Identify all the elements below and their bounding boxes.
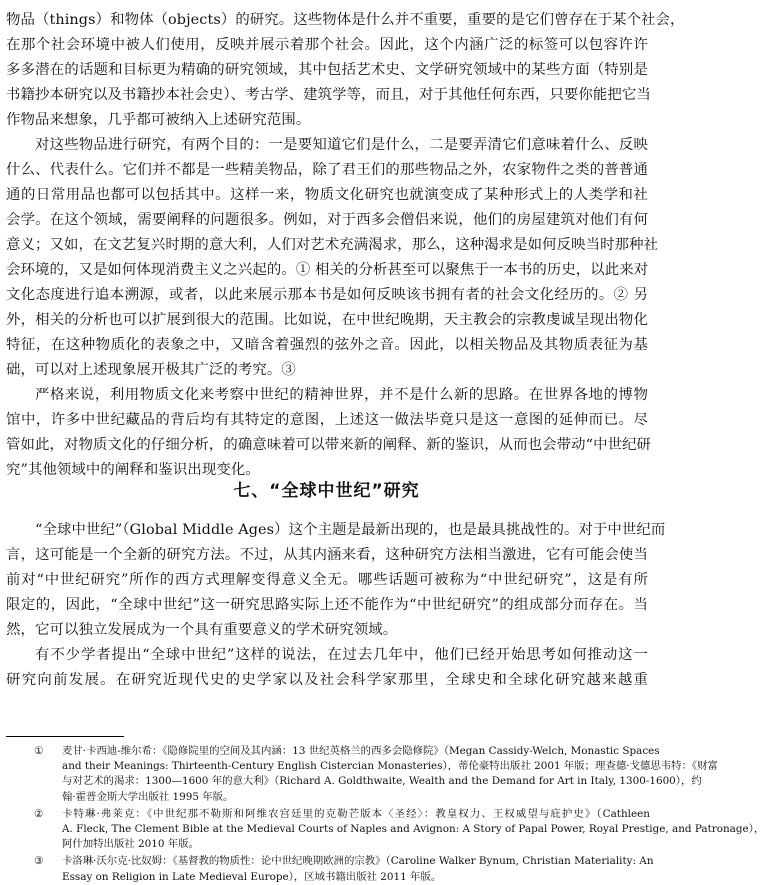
footnote-line: Essay on Religion in Late Medieval Europe），区域书籍出版社 2011 年版。 bbox=[62, 870, 442, 883]
text-line: 多多潜在的话题和目标更为精确的研究领域，其中包括艺术史、文学研究领域中的某些方面（特别是 bbox=[6, 62, 648, 78]
text-line: 础，可以对上述现象展开极其广泛的考究。③ bbox=[6, 362, 296, 378]
text-line: “全球中世纪”（Global Middle Ages）这个主题是最新出现的，也是最具挑战性的。对于中世纪而 bbox=[35, 522, 666, 538]
text-line: 什么、代表什么。它们并不都是一些精美物品，除了君王们的那些物品之外，农家物件之类的普普通 bbox=[6, 162, 648, 178]
section-heading: 七、“全球中世纪”研究 bbox=[233, 481, 420, 501]
footnote-number: ① bbox=[34, 745, 44, 757]
text-line: 会学。在这个领域，需要阐释的问题很多。例如，对于西多会僧侣来说，他们的房屋建筑对他们有何 bbox=[6, 212, 648, 228]
text-line: 限定的，因此，“全球中世纪”这一研究思路实际上还不能作为“中世纪研究”的组成部分而存在。当 bbox=[6, 597, 648, 613]
footnote-divider bbox=[6, 736, 124, 737]
text-line: 作物品来想象，几乎都可被纳入上述研究范围。 bbox=[6, 112, 311, 128]
footnote-line: 卡特琳·弗莱克：《中世纪那不勒斯和阿维农宫廷里的克勒芒版本〈圣经〉：教皇权力、王权威望与庇护史》（Cathleen bbox=[62, 807, 650, 820]
text-line: 特征，在这种物质化的表象之中，又暗含着强烈的弦外之音。因此，以相关物品及其物质表征为基 bbox=[6, 337, 648, 353]
footnote-line: 与对艺术的渴求：1300—1600 年的意大利》（Richard A. Goldthwaite, Wealth and the Demand for Art in Italy, 1300-1600），约 bbox=[62, 775, 702, 788]
text-line: 意义；又如，在文艺复兴时期的意大利，人们对艺术充满渴求，那么，这种渴求是如何反映当时那种社 bbox=[6, 237, 659, 253]
footnote-line: 阿什加特出版社 2010 年版。 bbox=[62, 838, 199, 851]
text-line: 究”其他领域中的阐释和鉴识出现变化。 bbox=[6, 462, 260, 478]
text-line: 前对“中世纪研究”所作的西方式理解变得意义全无。哪些话题可被称为“中世纪研究”，这是有所 bbox=[6, 572, 648, 588]
footnote-line: and their Meanings: Thirteenth-Century English Cistercian Monasteries），蒂伦豪特出版社 2001 年版；理查德·戈德思韦特：《财富 bbox=[62, 760, 718, 773]
text-line: 馆中，许多中世纪藏品的背后均有其特定的意图，上述这一做法毕竟只是这一意图的延伸而已。尽 bbox=[6, 412, 648, 428]
text-line: 外，相关的分析也可以扩展到很大的范围。比如说，在中世纪晚期，天主教会的宗教虔诚呈现出物化 bbox=[6, 312, 648, 328]
text-line: 在那个社会环境中被人们使用，反映并展示着那个社会。因此，这个内涵广泛的标签可以包容许许 bbox=[6, 37, 648, 53]
footnote-line: 麦甘·卡西迪-维尔希：《隐修院里的空间及其内涵：13 世纪英格兰的西多会隐修院》（Megan Cassidy-Welch, Monastic Spaces bbox=[62, 745, 660, 757]
text-line: 有不少学者提出“全球中世纪”这样的说法，在过去几年中，他们已经开始思考如何推动这一 bbox=[35, 647, 648, 663]
text-line: 书籍抄本研究以及书籍抄本社会史）、考古学、建筑学等，而且，对于其他任何东西，只要你能把它当 bbox=[6, 87, 651, 103]
text-line: 管如此，对物质文化的仔细分析，的确意味着可以带来新的阐释、新的鉴识，从而也会带动“中世纪研 bbox=[6, 437, 652, 453]
text-line: 文化态度进行追本溯源，或者，以此来展示那本书是如何反映该书拥有者的社会文化经历的。② 另 bbox=[6, 287, 648, 303]
text-line: 对这些物品进行研究，有两个目的：一是要知道它们是什么，二是要弄清它们意味着什么、反映 bbox=[35, 137, 648, 153]
text-line: 物品（things）和物体（objects）的研究。这些物体是什么并不重要，重要的是它们曾存在于某个社会， bbox=[6, 12, 685, 28]
footnote-number: ② bbox=[34, 807, 44, 820]
text-line: 会环境的，又是如何体现消费主义之兴起的。① 相关的分析甚至可以聚焦于一本书的历史，以此来对 bbox=[6, 262, 649, 278]
footnote-line: 卡洛琳·沃尔克·比奴姆：《基督教的物质性：论中世纪晚期欧洲的宗教》（Caroline Walker Bynum, Christian Materiality: An bbox=[62, 855, 654, 868]
text-line: 然，它可以独立发展成为一个具有重要意义的学术研究领域。 bbox=[6, 622, 398, 638]
text-line: 言，这可能是一个全新的研究方法。不过，从其内涵来看，这种研究方法相当激进，它有可能会使当 bbox=[6, 547, 648, 563]
footnote-line: A. Fleck, The Clement Bible at the Medieval Courts of Naples and Avignon: A Story of Papal Power, Royal Prestige, and Patronage）， bbox=[62, 822, 764, 835]
text-line: 研究向前发展。在研究近现代史的史学家以及社会科学家那里，全球史和全球化研究越来越重 bbox=[6, 672, 648, 688]
text-line: 通的日常用品也都可以包括其中。这样一来，物质文化研究也就演变成了某种形式上的人类学和社 bbox=[6, 187, 648, 203]
footnote-line: 翰·霍普金斯大学出版社 1995 年版。 bbox=[62, 790, 234, 803]
text-line: 严格来说，利用物质文化来考察中世纪的精神世界，并不是什么新的思路。在世界各地的博物 bbox=[35, 387, 648, 403]
footnote-number: ③ bbox=[34, 855, 44, 868]
